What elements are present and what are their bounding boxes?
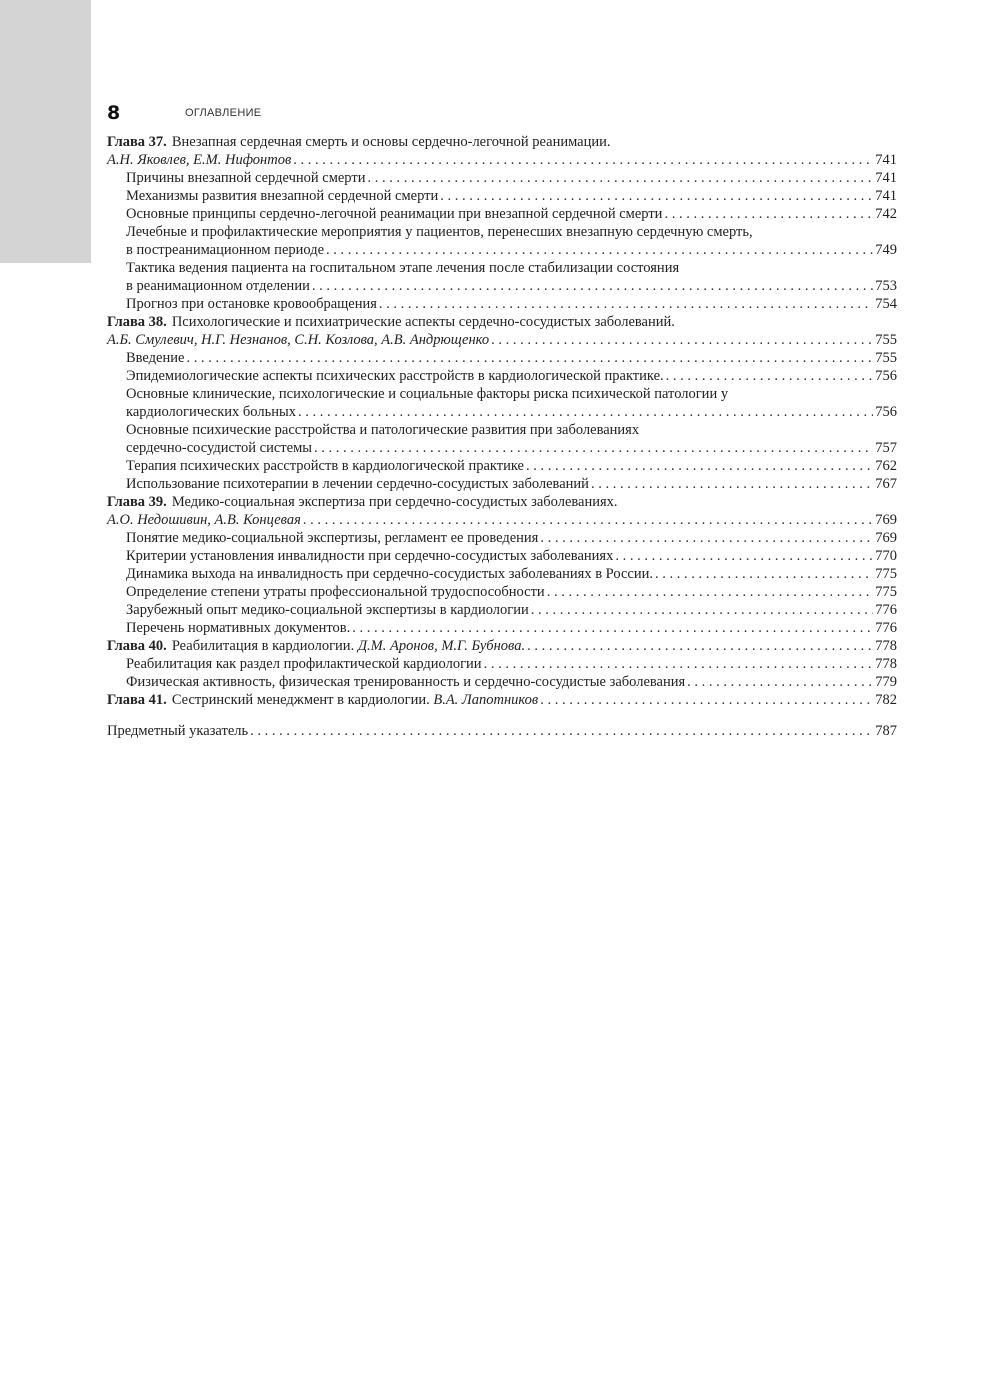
section-title: Понятие медико-социальной экспертизы, регламент ее проведения [126,530,539,546]
section-title: Использование психотерапии в лечении сердечно-сосудистых заболеваний [126,476,589,492]
page-ref: 749 [875,242,897,258]
section-title: в постреанимационном периоде [126,242,325,258]
chapter-title: Внезапная сердечная смерть и основы сердечно-легочной реанимации. [171,134,611,150]
dot-leader [655,565,873,583]
page-ref: 762 [875,458,897,474]
toc-entry [107,169,897,187]
toc-entry [107,529,897,547]
chapter-authors-row [107,331,897,349]
page-ref: 770 [875,548,897,564]
dot-leader [250,722,873,740]
index-title: Предметный указатель [107,723,249,739]
dot-leader [491,331,873,349]
running-head: ОГЛАВЛЕНИЕ [185,107,262,119]
dot-leader [540,529,873,547]
dot-leader [666,367,874,385]
dot-leader [440,187,873,205]
page-ref: 769 [875,530,897,546]
dot-leader [186,349,873,367]
chapter-heading [107,313,897,331]
toc-entry [107,205,897,223]
toc-entry [107,295,897,313]
toc-entry-line1 [107,259,897,277]
page-ref: 756 [875,368,897,384]
section-title: Механизмы развития внезапной сердечной смерти [126,188,439,204]
page-ref: 776 [875,602,897,618]
margin-tab [0,0,91,263]
toc-entry [107,403,897,421]
page-ref: 741 [875,188,897,204]
toc-entry [107,241,897,259]
section-title: Основные принципы сердечно-легочной реанимации при внезапной сердечной смерти [126,206,663,222]
page-ref: 775 [875,584,897,600]
page-ref: 741 [875,152,897,168]
section-title: Причины внезапной сердечной смерти [126,170,366,186]
chapter-title: Медико-социальная экспертиза при сердечно-сосудистых заболеваниях. [171,494,618,510]
section-title: Динамика выхода на инвалидность при сердечно-сосудистых заболеваниях в России. [126,566,654,582]
chapter-label: Глава 40. [107,638,167,654]
section-title: сердечно-сосудистой системы [126,440,312,456]
dot-leader [664,205,873,223]
dot-leader [298,403,873,421]
section-title: Тактика ведения пациента на госпитальном этапе лечения после стабилизации состояния [126,260,680,276]
page-ref: 775 [875,566,897,582]
section-title: Лечебные и профилактические мероприятия у пациентов, перенесших внезапную сердечную смерть, [126,224,753,240]
index-entry [107,722,897,740]
toc-entry [107,457,897,475]
chapter-heading [107,691,897,709]
toc-entry [107,619,897,637]
toc-entry [107,601,897,619]
chapter-title: Сестринский менеджмент в кардиологии. [171,692,430,708]
section-title: Критерии установления инвалидности при сердечно-сосудистых заболеваниях [126,548,614,564]
page-ref: 755 [875,332,897,348]
page-ref: 742 [875,206,897,222]
dot-leader [547,583,874,601]
section-title: Основные психические расстройства и патологические развития при заболеваниях [126,422,640,438]
dot-leader [312,277,873,295]
page-ref: 755 [875,350,897,366]
dot-leader [379,295,873,313]
page-ref: 776 [875,620,897,636]
page-ref: 757 [875,440,897,456]
toc-entry [107,547,897,565]
section-title: кардиологических больных [126,404,296,420]
dot-leader [367,169,873,187]
section-title: в реанимационном отделении [126,278,310,294]
dot-leader [527,637,873,655]
toc-entry [107,439,897,457]
page-ref: 782 [875,692,897,708]
chapter-title: Реабилитация в кардиологии. [171,638,355,654]
dot-leader [484,655,874,673]
toc-entry-line1 [107,223,897,241]
chapter-label: Глава 39. [107,494,167,510]
page-ref: 769 [875,512,897,528]
dot-leader [303,511,873,529]
toc-entry [107,187,897,205]
chapter-heading [107,493,897,511]
chapter-authors: А.О. Недошивин, А.В. Концевая [107,512,301,528]
section-title: Эпидемиологические аспекты психических расстройств в кардиологической практике. [126,368,664,384]
chapter-title: Психологические и психиатрические аспекты сердечно-сосудистых заболеваний. [171,314,675,330]
page-ref: 779 [875,674,897,690]
page-ref: 756 [875,404,897,420]
chapter-authors-row [107,511,897,529]
page-ref: 778 [875,638,897,654]
toc-entry [107,367,897,385]
section-title: Введение [126,350,185,366]
toc-entry [107,583,897,601]
toc-entry [107,475,897,493]
toc-entry-line1 [107,385,897,403]
page-ref: 778 [875,656,897,672]
dot-leader [615,547,873,565]
page-ref: 767 [875,476,897,492]
dot-leader [531,601,874,619]
chapter-authors: Д.М. Аронов, М.Г. Бубнова. [357,638,526,654]
section-title: Реабилитация как раздел профилактической кардиологии [126,656,482,672]
chapter-heading [107,133,897,151]
dot-leader [687,673,873,691]
toc-entry [107,655,897,673]
chapter-label: Глава 41. [107,692,167,708]
chapter-authors: А.Н. Яковлев, Е.М. Нифонтов [107,152,292,168]
chapter-label: Глава 37. [107,134,167,150]
section-title: Основные клинические, психологические и социальные факторы риска психической патологии у [126,386,729,402]
dot-leader [352,619,873,637]
page-ref: 741 [875,170,897,186]
page-ref: 787 [875,723,897,739]
chapter-authors-row [107,151,897,169]
page-ref: 753 [875,278,897,294]
section-title: Определение степени утраты профессиональной трудоспособности [126,584,545,600]
dot-leader [293,151,873,169]
toc-entry [107,349,897,367]
toc-entry [107,565,897,583]
section-title: Физическая активность, физическая тренированность и сердечно-сосудистые заболевания [126,674,686,690]
dot-leader [526,457,873,475]
chapter-label: Глава 38. [107,314,167,330]
dot-leader [314,439,873,457]
page-ref: 754 [875,296,897,312]
chapter-authors: А.Б. Смулевич, Н.Г. Незнанов, С.Н. Козлова, А.В. Андрющенко [107,332,490,348]
chapter-authors: В.А. Лапотников [433,692,539,708]
section-title: Перечень нормативных документов. [126,620,351,636]
dot-leader [326,241,873,259]
dot-leader [540,691,873,709]
page-header [107,100,897,128]
toc-entry [107,277,897,295]
section-title: Прогноз при остановке кровообращения [126,296,377,312]
dot-leader [591,475,873,493]
section-title: Зарубежный опыт медико-социальной экспертизы в кардиологии [126,602,529,618]
table-of-contents [107,133,897,740]
page-number: 8 [107,102,121,124]
toc-entry-line1 [107,421,897,439]
chapter-heading [107,637,897,655]
section-title: Терапия психических расстройств в кардиологической практике [126,458,524,474]
toc-entry [107,673,897,691]
